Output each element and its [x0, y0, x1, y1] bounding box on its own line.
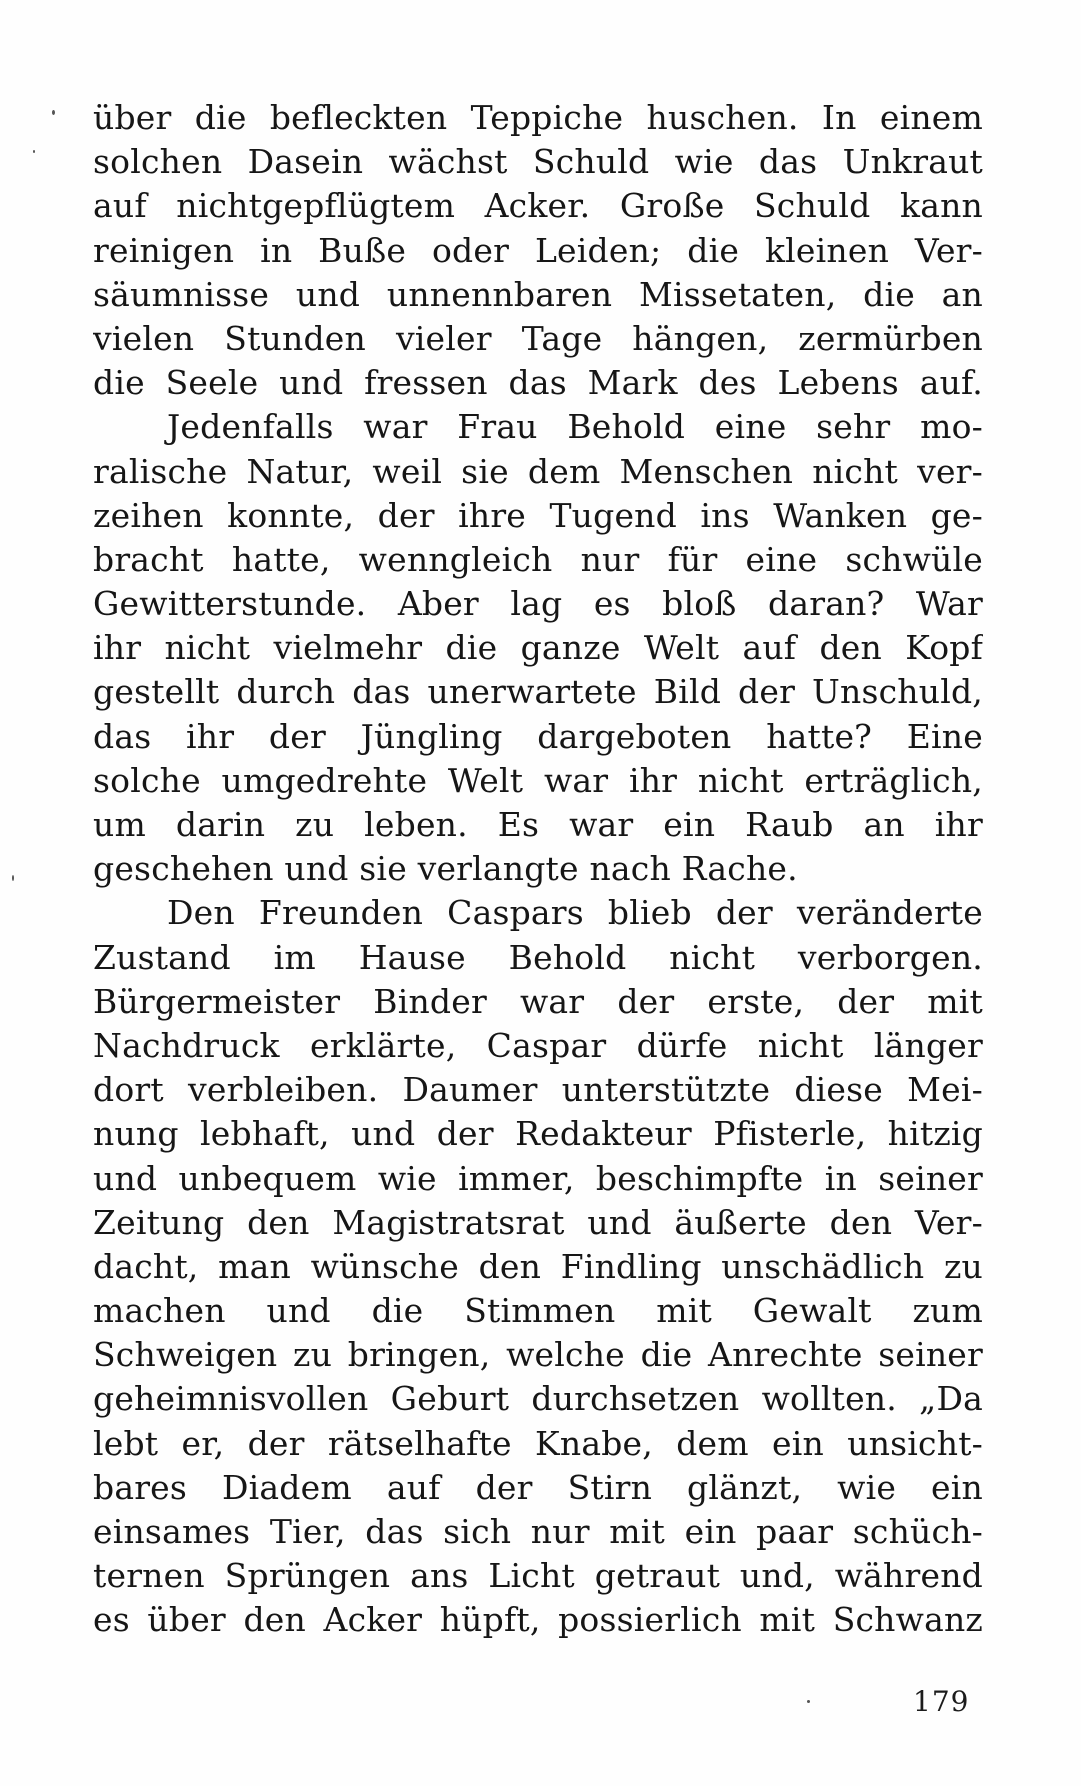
text-line: lebt er, der rätselhafte Knabe, dem ein unsicht- — [93, 1423, 983, 1463]
text-line: das ihr der Jüngling dargeboten hatte? Eine — [93, 716, 983, 756]
text-line: Zeitung den Magistratsrat und äußerte den Ver- — [93, 1202, 983, 1242]
text-line: geschehen und sie verlangte nach Rache. — [93, 849, 798, 889]
text-line: über die befleckten Teppiche huschen. In einem — [93, 98, 983, 137]
text-line: einsames Tier, das sich nur mit ein paar schüch- — [93, 1512, 983, 1551]
text-line: Nachdruck erklärte, Caspar dürfe nicht länger — [93, 1025, 983, 1065]
text-line: um darin zu leben. Es war ein Raub an ihr — [93, 805, 983, 844]
text-line: die Seele und fressen das Mark des Lebens auf. — [93, 363, 983, 403]
text-line: Gewitterstunde. Aber lag es bloß daran? War — [93, 584, 983, 624]
text-line: auf nichtgepflügtem Acker. Große Schuld kann — [93, 186, 983, 226]
text-line: bares Diadem auf der Stirn glänzt, wie ein — [93, 1467, 983, 1507]
text-line: nung lebhaft, und der Redakteur Pfisterle, hitzig — [93, 1114, 983, 1154]
text-line: reinigen in Buße oder Leiden; die kleinen Ver- — [93, 230, 983, 270]
text-line: machen und die Stimmen mit Gewalt zum — [93, 1291, 983, 1331]
text-line: Zustand im Hause Behold nicht verborgen. — [93, 937, 983, 977]
text-line: geheimnisvollen Geburt durchsetzen wollten. „Da — [93, 1379, 983, 1419]
page-number: 179 — [913, 1685, 970, 1718]
scan-speck — [52, 110, 55, 115]
text-line: Bürgermeister Binder war der erste, der mit — [93, 981, 983, 1021]
scan-speck — [807, 1700, 810, 1703]
scan-speck — [33, 150, 35, 153]
text-line: zeihen konnte, der ihre Tugend ins Wanken ge- — [93, 495, 983, 535]
text-line: ralische Natur, weil sie dem Menschen nicht ver- — [93, 451, 983, 491]
text-line: Jedenfalls war Frau Behold eine sehr mo- — [167, 407, 983, 447]
text-line: vielen Stunden vieler Tage hängen, zermürben — [93, 318, 983, 358]
text-line: und unbequem wie immer, beschimpfte in seiner — [93, 1158, 983, 1198]
text-line: dacht, man wünsche den Findling unschädlich zu — [93, 1246, 983, 1286]
text-line: solche umgedrehte Welt war ihr nicht erträglich, — [93, 760, 983, 800]
text-line: es über den Acker hüpft, possierlich mit Schwanz — [93, 1600, 983, 1640]
text-line: solchen Dasein wächst Schuld wie das Unkraut — [93, 142, 983, 182]
text-line: ihr nicht vielmehr die ganze Welt auf den Kopf — [93, 628, 983, 668]
text-line: ternen Sprüngen ans Licht getraut und, während — [93, 1556, 983, 1596]
text-line: Den Freunden Caspars blieb der veränderte — [167, 893, 983, 933]
scan-speck — [12, 875, 14, 881]
text-line: bracht hatte, wenngleich nur für eine schwüle — [93, 539, 983, 579]
text-line: gestellt durch das unerwartete Bild der Unschuld, — [93, 672, 983, 712]
text-line: Schweigen zu bringen, welche die Anrechte seiner — [93, 1335, 983, 1375]
body-text — [93, 96, 983, 1643]
text-line: dort verbleiben. Daumer unterstützte diese Mei- — [93, 1070, 983, 1110]
text-line: säumnisse und unnennbaren Missetaten, die an — [93, 274, 983, 314]
